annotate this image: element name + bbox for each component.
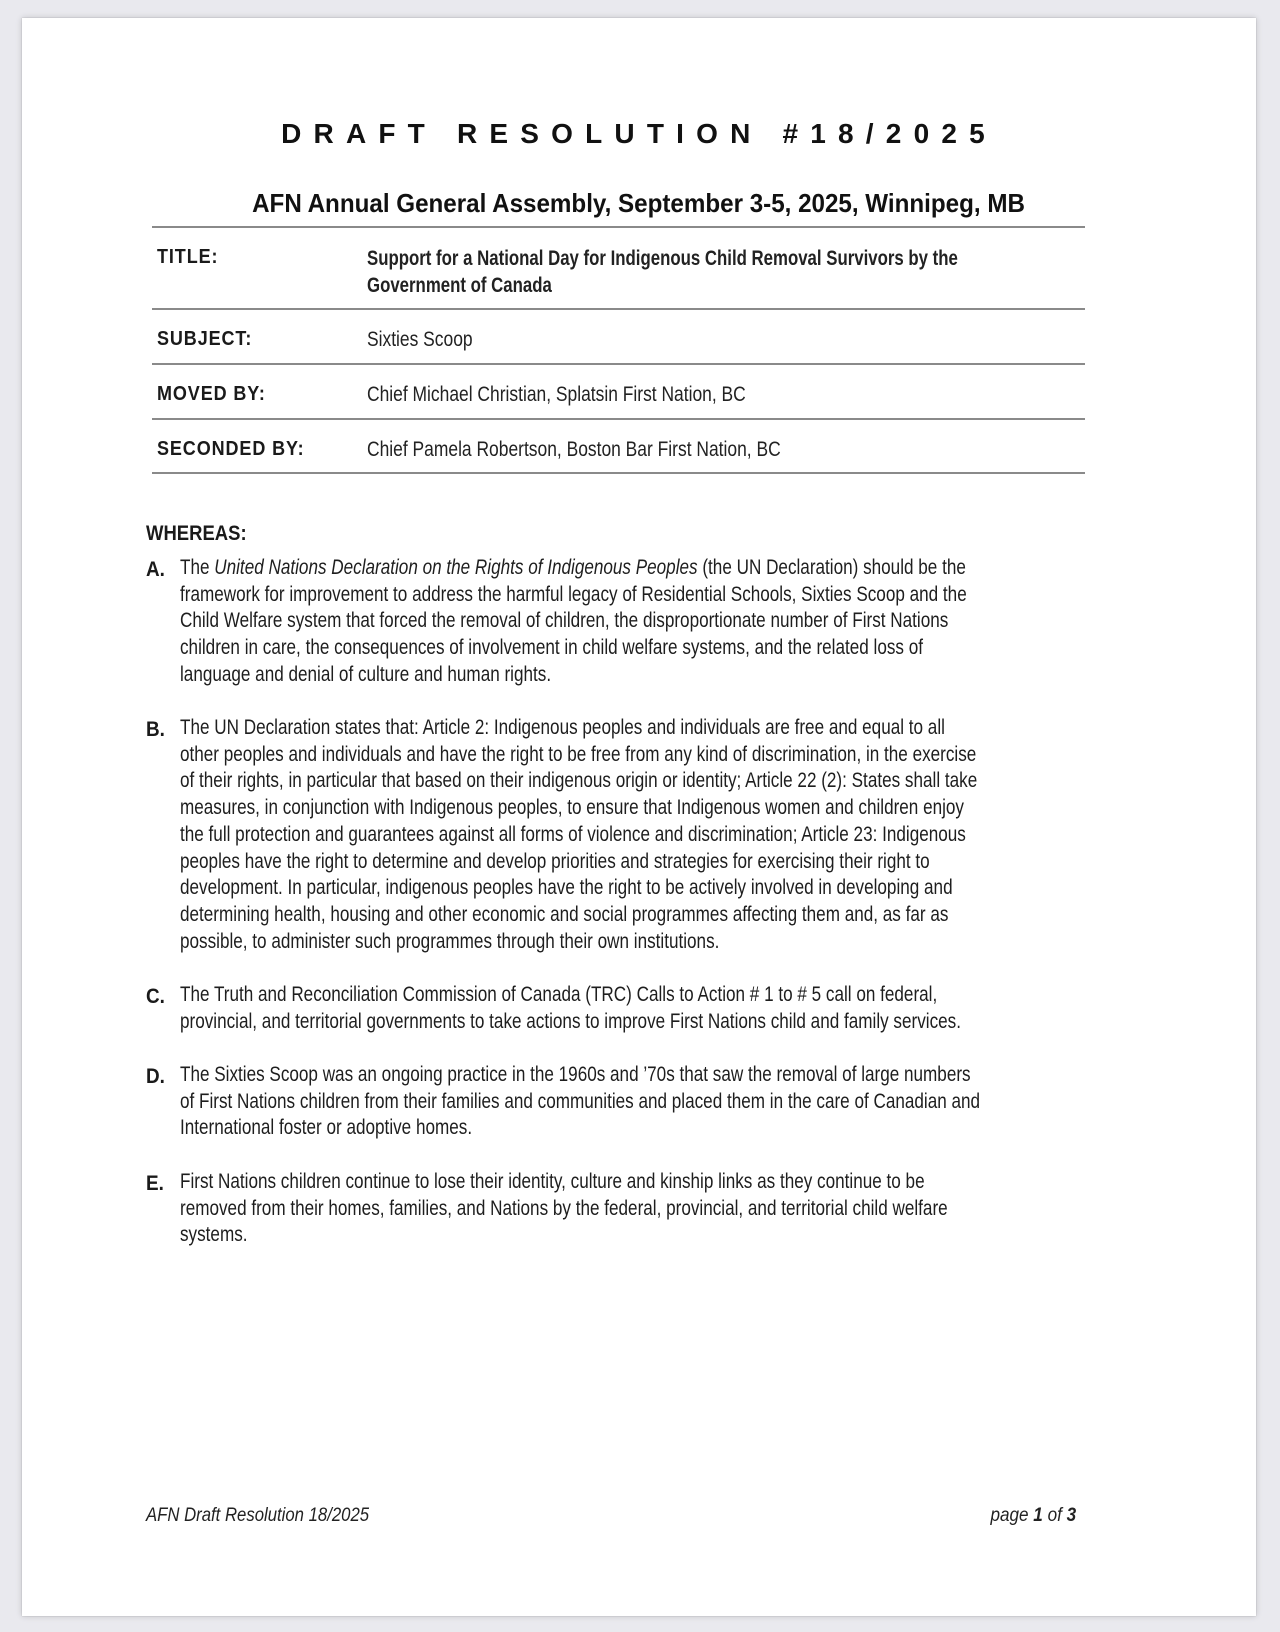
field-value-subject: Sixties Scoop <box>367 328 473 351</box>
resolution-heading: DRAFT RESOLUTION #18/2025 <box>281 118 997 149</box>
clause-letter-a: A. <box>146 558 165 581</box>
field-value-seconded-by: Chief Pamela Robertson, Boston Bar First Nation, BC <box>367 438 781 461</box>
clause-letter-d: D. <box>146 1065 165 1088</box>
clause-c: The Truth and Reconciliation Commission of Canada (TRC) Calls to Action # 1 to # 5 call on federal, provincial, and territorial governments to take actions to improve First Nations child and family services. <box>180 983 961 1033</box>
assembly-subheading: AFN Annual General Assembly, September 3-5, 2025, Winnipeg, MB <box>252 188 1026 218</box>
footer-page-number: page 1 of 3 <box>990 1505 1076 1526</box>
field-label-title: TITLE: <box>157 246 219 268</box>
clause-a: The United Nations Declaration on the Rights of Indigenous Peoples (the UN Declaration) should be the framework for improvement to address the harmful legacy of Residential Schools, Sixties Scoop and the Child Welfare system that forced the removal of children, the disproportionate number of First Nations children in care, the consequences of involvement in child welfare systems, and the related loss of language and denial of culture and human rights. <box>180 556 967 686</box>
clause-letter-c: C. <box>146 985 165 1008</box>
field-value-title: Support for a National Day for Indigenous Child Removal Survivors by the Government of Canada <box>367 247 958 297</box>
divider <box>152 363 1085 365</box>
divider <box>152 472 1085 474</box>
field-label-moved-by: MOVED BY: <box>157 383 266 405</box>
clause-d: The Sixties Scoop was an ongoing practice in the 1960s and ’70s that saw the removal of large numbers of First Nations children from their families and communities and placed them in the care of Canadian and International foster or adoptive homes. <box>180 1063 981 1140</box>
field-value-moved-by: Chief Michael Christian, Splatsin First Nation, BC <box>367 383 746 406</box>
field-label-seconded-by: SECONDED BY: <box>157 438 305 460</box>
clause-letter-e: E. <box>146 1172 164 1195</box>
un-declaration-title: United Nations Declaration on the Rights of Indigenous Peoples <box>214 556 698 579</box>
divider <box>152 226 1085 228</box>
divider <box>152 308 1085 310</box>
document-page <box>22 18 1256 1616</box>
clause-e: First Nations children continue to lose their identity, culture and kinship links as they continue to be removed from their homes, families, and Nations by the federal, provincial, and territorial child welfare systems. <box>180 1170 948 1247</box>
field-label-subject: SUBJECT: <box>157 328 253 350</box>
whereas-heading: WHEREAS: <box>146 522 247 545</box>
clause-b: The UN Declaration states that: Article 2: Indigenous peoples and individuals are free and equal to all other peoples and individuals and have the right to be free from any kind of discrimination, in the exercise of their rights, in particular that based on their indigenous origin or identity; Article 22 (2): States shall take measures, in conjunction with Indigenous peoples, to ensure that Indigenous women and children enjoy the full protection and guarantees against all forms of violence and discrimination; Article 23: Indigenous peoples have the right to determine and develop priorities and strategies for exercising their right to development. In particular, indigenous peoples have the right to be actively involved in developing and determining health, housing and other economic and social programmes affecting them and, as far as possible, to administer such programmes through their own institutions. <box>180 716 978 953</box>
footer-document-name: AFN Draft Resolution 18/2025 <box>146 1505 370 1526</box>
divider <box>152 418 1085 420</box>
clause-letter-b: B. <box>146 718 165 741</box>
